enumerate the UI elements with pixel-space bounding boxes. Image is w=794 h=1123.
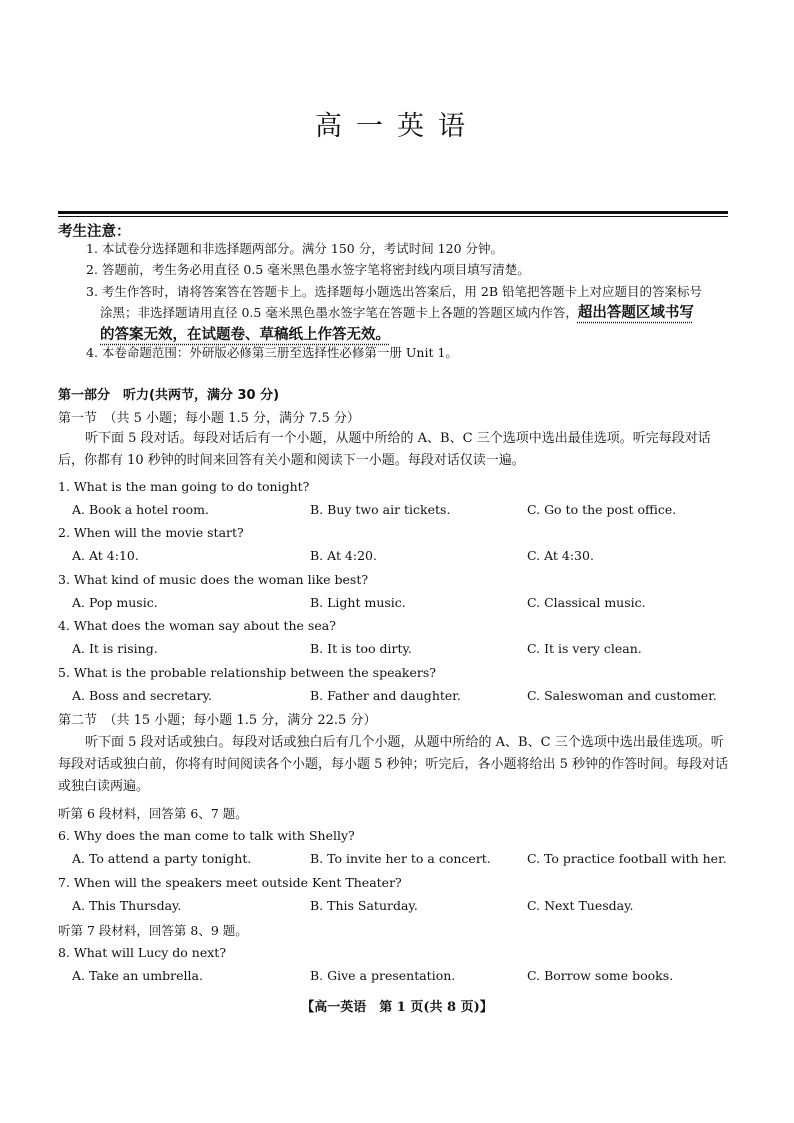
notice-item-4: 4. 本卷命题范围：外研版必修第三册至选择性必修第一册 Unit 1。 [86, 345, 458, 360]
notice-item-3-emphasis-1: 超出答题区域书写 [577, 305, 694, 321]
question-5-option-a: A. Boss and secretary. [72, 688, 212, 703]
question-7: 7. When will the speakers meet outside Kent Theater? [58, 875, 402, 890]
notice-item-3 [86, 281, 736, 346]
question-2: 2. When will the movie start? [58, 525, 244, 540]
section2-heading: 第二节 （共 15 小题；每小题 1.5 分，满分 22.5 分） [58, 713, 377, 728]
question-1-option-a: A. Book a hotel room. [72, 502, 210, 517]
question-3-option-a: A. Pop music. [72, 595, 158, 610]
section1-instruction: 听下面 5 段对话。每段对话后有一个小题，从题中所给的 A、B、C 三个选项中选出最佳选项。听完每段对话后，你都有 10 秒钟的时间来回答有关小题和阅读下一小题。每段对话仅读一遍。 [58, 431, 711, 468]
notice-heading: 考生注意： [58, 223, 131, 240]
notice-item-3-cont-2 [86, 324, 736, 346]
question-2-option-c: C. At 4:30. [527, 548, 594, 563]
question-1: 1. What is the man going to do tonight? [58, 479, 310, 494]
question-8-option-b: B. Give a presentation. [310, 968, 456, 983]
notice-item-3-line2: 涂黑；非选择题请用直径 0.5 毫米黑色墨水签字笔在答题卡上各题的答题区域内作答， [100, 305, 578, 320]
material-6-note: 听第 6 段材料，回答第 6、7 题。 [58, 806, 248, 821]
header-rule-thin [58, 216, 728, 217]
page-title: 高一英语 [315, 111, 479, 142]
question-5: 5. What is the probable relationship between the speakers? [58, 665, 436, 680]
question-3: 3. What kind of music does the woman like best? [58, 572, 369, 587]
question-8-option-c: C. Borrow some books. [527, 968, 674, 983]
question-4: 4. What does the woman say about the sea? [58, 618, 336, 633]
question-1-option-c: C. Go to the post office. [527, 502, 677, 517]
question-7-option-a: A. This Thursday. [72, 898, 182, 913]
question-2-option-a: A. At 4:10. [72, 548, 139, 563]
section2-instruction: 听下面 5 段对话或独白。每段对话或独白后有几个小题，从题中所给的 A、B、C 三个选项中选出最佳选项。听每段对话或独白前，你将有时间阅读各个小题，每小题 5 秒钟；听完后，各小题将给出 5 秒钟的作答时间。每段对话或独白读两遍。 [58, 735, 729, 794]
notice-item-3-line1: 3. 考生作答时，请将答案答在答题卡上。选择题每小题选出答案后，用 2B 铅笔把答题卡上对应题目的答案标号 [86, 284, 702, 299]
notice-item-3-emphasis-2: 的答案无效，在试题卷、草稿纸上作答无效。 [100, 327, 390, 343]
material-7-note: 听第 7 段材料，回答第 8、9 题。 [58, 923, 248, 938]
question-7-option-b: B. This Saturday. [310, 898, 418, 913]
page-footer: 【高一英语 第 1 页(共 8 页)】 [301, 1000, 493, 1015]
notice-item-2: 2. 答题前，考生务必用直径 0.5 毫米黑色墨水签字笔将密封线内项目填写清楚。 [86, 262, 530, 277]
question-1-option-b: B. Buy two air tickets. [310, 502, 451, 517]
question-6-option-c: C. To practice football with her. [527, 851, 727, 866]
question-3-option-b: B. Light music. [310, 595, 406, 610]
question-7-option-c: C. Next Tuesday. [527, 898, 634, 913]
question-5-option-c: C. Saleswoman and customer. [527, 688, 717, 703]
question-3-option-c: C. Classical music. [527, 595, 646, 610]
question-6-option-b: B. To invite her to a concert. [310, 851, 491, 866]
question-8: 8. What will Lucy do next? [58, 945, 227, 960]
question-4-option-c: C. It is very clean. [527, 641, 642, 656]
header-rule-thick [58, 211, 728, 214]
question-8-option-a: A. Take an umbrella. [72, 968, 203, 983]
question-2-option-b: B. At 4:20. [310, 548, 377, 563]
question-5-option-b: B. Father and daughter. [310, 688, 461, 703]
section1-heading: 第一节 （共 5 小题；每小题 1.5 分，满分 7.5 分） [58, 411, 360, 426]
question-6-option-a: A. To attend a party tonight. [72, 851, 252, 866]
question-6: 6. Why does the man come to talk with Shelly? [58, 828, 355, 843]
question-4-option-b: B. It is too dirty. [310, 641, 412, 656]
notice-item-1: 1. 本试卷分选择题和非选择题两部分。满分 150 分，考试时间 120 分钟。 [86, 241, 504, 256]
notice-item-3-cont [86, 302, 736, 324]
question-4-option-a: A. It is rising. [72, 641, 158, 656]
part1-heading: 第一部分 听力(共两节，满分 30 分) [58, 388, 280, 403]
